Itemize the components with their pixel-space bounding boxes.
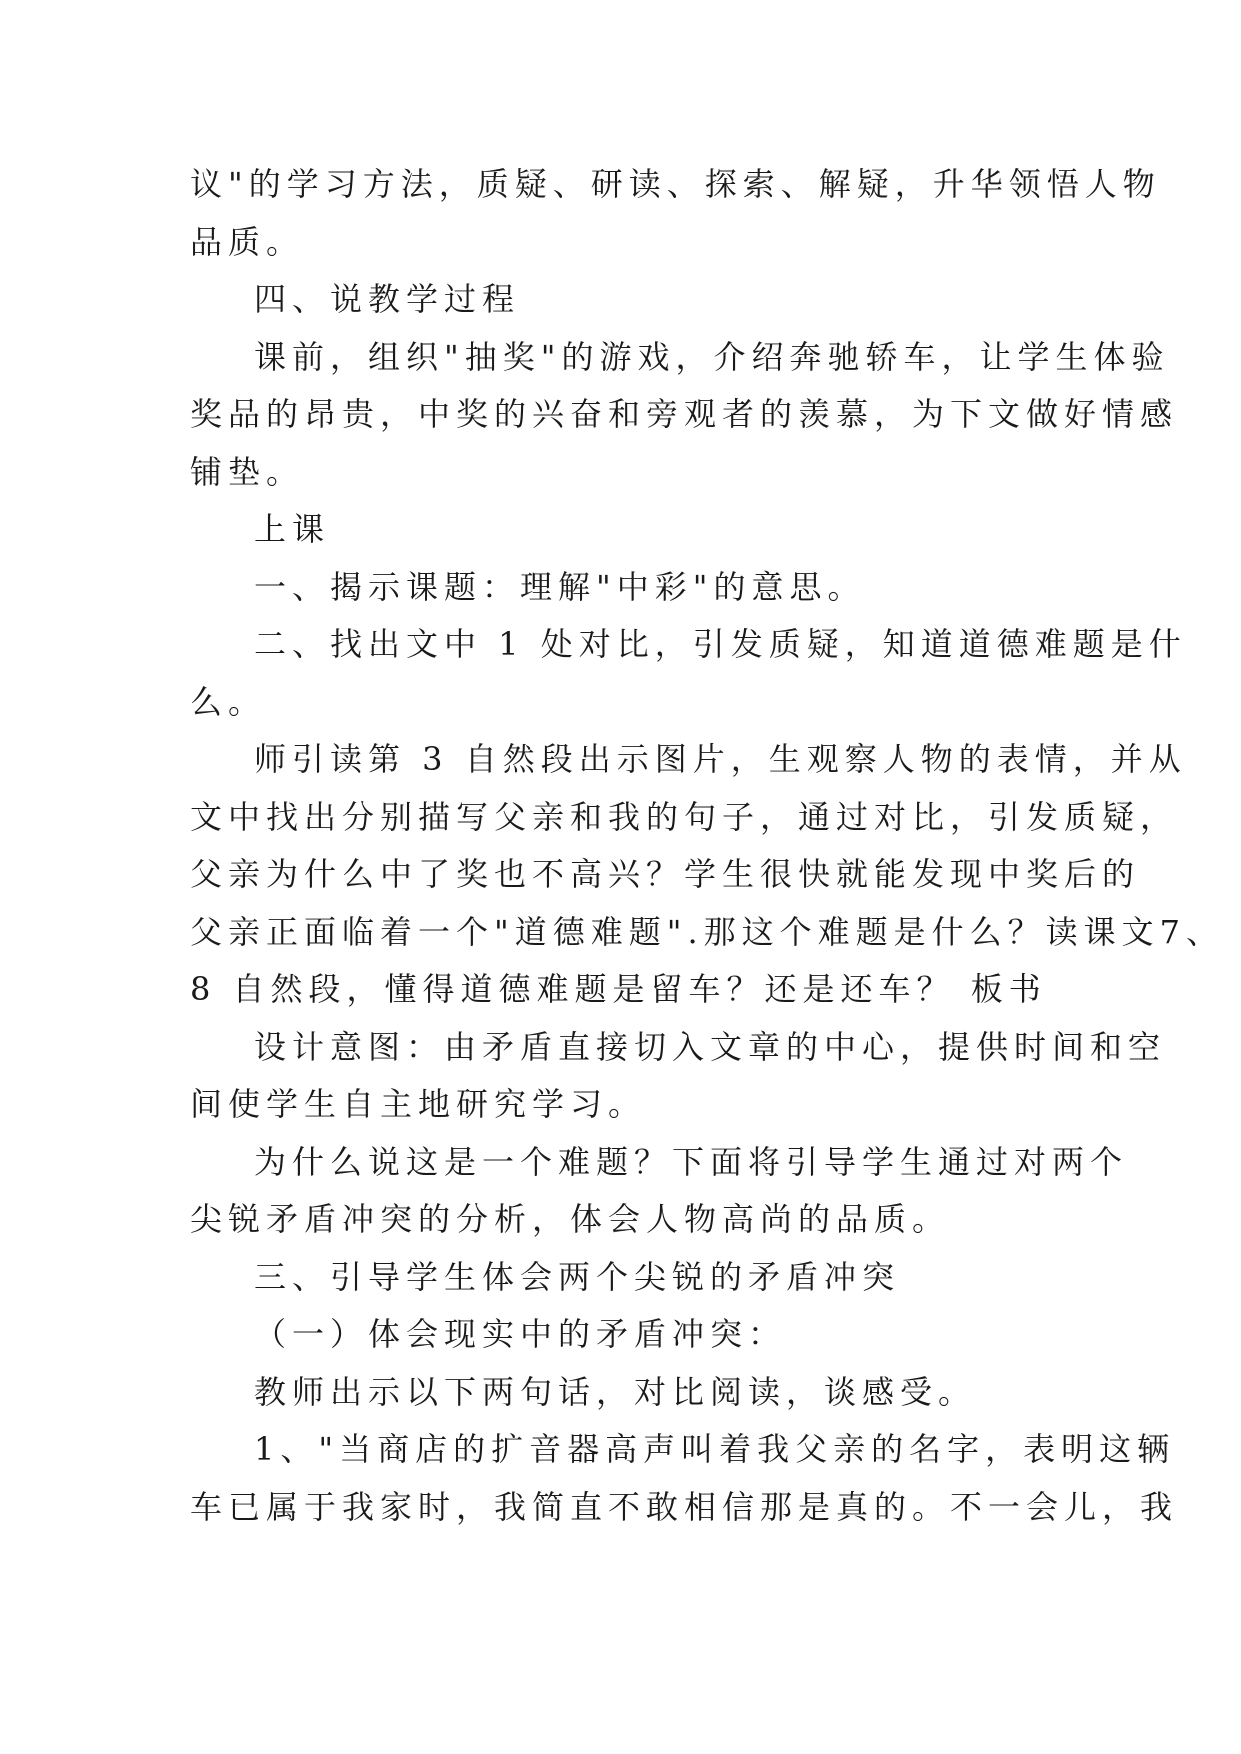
text-line: 一、揭示课题：理解"中彩"的意思。 — [254, 568, 866, 606]
subsection-heading: （一）体会现实中的矛盾冲突： — [254, 1315, 787, 1353]
text-line: 8 自然段，懂得道德难题是留车？还是还车？ 板书 — [190, 970, 1047, 1008]
text-line: 设计意图：由矛盾直接切入文章的中心，提供时间和空 — [254, 1028, 1167, 1066]
text-line: 二、找出文中 1 处对比，引发质疑，知道道德难题是什 — [254, 625, 1187, 663]
text-line: 父亲为什么中了奖也不高兴？学生很快就能发现中奖后的 — [190, 855, 1141, 893]
text-line: 尖锐矛盾冲突的分析，体会人物高尚的品质。 — [190, 1200, 951, 1238]
text-line: 为什么说这是一个难题？下面将引导学生通过对两个 — [254, 1143, 1129, 1181]
text-line: 教师出示以下两句话，对比阅读，谈感受。 — [254, 1373, 977, 1411]
text-line: 议"的学习方法，质疑、研读、探索、解疑，升华领悟人物 — [190, 165, 1161, 203]
text-line: 车已属于我家时，我简直不敢相信那是真的。不一会儿，我 — [190, 1488, 1179, 1526]
text-line: 1、"当商店的扩音器高声叫着我父亲的名字，表明这辆 — [254, 1430, 1176, 1468]
section-heading: 四、说教学过程 — [254, 280, 521, 318]
text-line: 奖品的昂贵，中奖的兴奋和旁观者的羡慕，为下文做好情感 — [190, 395, 1179, 433]
text-line: 文中找出分别描写父亲和我的句子，通过对比，引发质疑， — [190, 798, 1179, 836]
text-line: 么。 — [190, 683, 267, 721]
text-line: 父亲正面临着一个"道德难题".那这个难题是什么？读课文7、 — [190, 913, 1224, 951]
text-line: 课前，组织"抽奖"的游戏，介绍奔驰轿车，让学生体验 — [254, 338, 1170, 376]
text-line: 品质。 — [190, 223, 305, 261]
text-line: 铺垫。 — [190, 453, 305, 491]
text-line: 上课 — [254, 510, 331, 548]
text-line: 间使学生自主地研究学习。 — [190, 1085, 647, 1123]
section-heading: 三、引导学生体会两个尖锐的矛盾冲突 — [254, 1258, 901, 1296]
text-line: 师引读第 3 自然段出示图片，生观察人物的表情，并从 — [254, 740, 1187, 778]
